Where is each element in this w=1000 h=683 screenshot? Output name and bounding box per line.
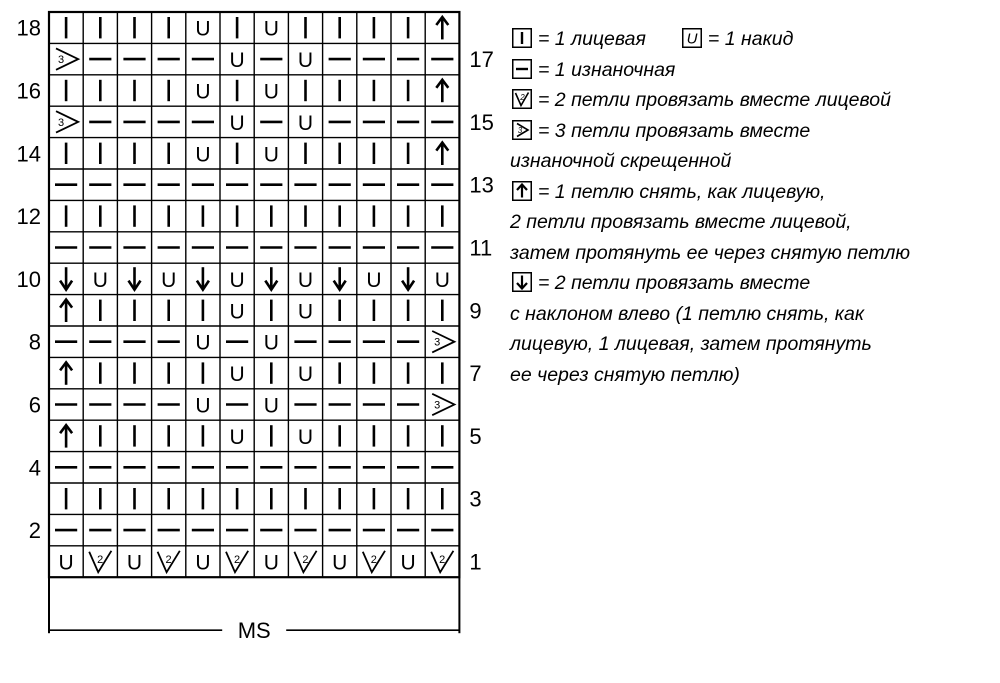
stitch-yo — [195, 552, 210, 575]
stitch-p3tbl — [56, 48, 78, 69]
stitch-yo — [59, 552, 74, 575]
legend-ssk-text-1: = 2 петли провязать вместе — [538, 272, 811, 294]
row-number: 1 — [469, 549, 482, 575]
yarn-over-glyph: U — [297, 363, 314, 387]
stitch-yo — [298, 426, 313, 449]
yarn-over-glyph: U — [92, 268, 108, 292]
yarn-over-glyph: U — [297, 49, 314, 73]
legend-sk2p-text-3: затем протянуть ее через снятую петлю — [510, 241, 910, 264]
row-number: 8 — [28, 329, 41, 355]
stitch-ssk — [129, 267, 141, 289]
stitch-yo — [230, 49, 245, 72]
repeat-label: MS — [237, 618, 271, 644]
yarn-over-glyph: U — [195, 551, 211, 575]
legend-p3tbl-text-2: изнаночной скрещенной — [510, 150, 732, 172]
legend-p3tbl — [510, 116, 990, 147]
row-number: 4 — [28, 455, 41, 481]
stitch-yo — [298, 363, 313, 386]
p3tog-number: 3 — [57, 116, 65, 129]
row-number: 18 — [16, 15, 41, 41]
stitch-skp — [60, 362, 72, 384]
purl-symbol-icon — [512, 59, 532, 79]
p3tog-number: 3 — [57, 54, 65, 67]
knit-symbol-icon — [512, 28, 532, 48]
stitch-yo — [230, 300, 245, 323]
stitch-yo — [161, 269, 176, 292]
yarn-over-glyph: U — [263, 394, 279, 418]
yarn-over-glyph: U — [263, 80, 279, 104]
stitch-yo — [366, 269, 381, 292]
stitch-k2tog — [363, 551, 385, 572]
stitch-yo — [435, 269, 450, 292]
row-number: 5 — [469, 423, 482, 449]
stitch-skp — [60, 425, 72, 447]
legend-ssk-cont-1 — [510, 299, 990, 330]
stitch-yo — [298, 112, 313, 135]
legend-purl-text: = 1 изнаночная — [538, 58, 676, 81]
yarn-over-glyph: U — [263, 143, 279, 167]
p3tog-tbl-symbol-icon — [512, 120, 532, 140]
legend-ssk — [510, 268, 990, 299]
stitch-yo — [195, 81, 210, 104]
yarn-over-glyph: U — [434, 268, 450, 292]
row-number: 16 — [16, 78, 41, 104]
yarn-over-glyph: U — [229, 300, 245, 324]
stitch-yo — [298, 49, 313, 72]
legend-ssk-cont-3 — [510, 360, 990, 391]
row-number: 13 — [469, 172, 494, 198]
stitch-yo — [264, 143, 279, 166]
yarn-over-glyph: U — [297, 425, 314, 449]
legend-p3tbl-text-1: = 3 петли провязать вместе — [538, 119, 811, 142]
yarn-over-glyph: U — [126, 551, 143, 575]
stitch-k2tog — [89, 551, 111, 572]
stitch-k2tog — [226, 551, 248, 572]
stitch-yo — [230, 112, 245, 135]
row-number: 14 — [16, 141, 41, 167]
yarn-over-glyph: U — [161, 268, 177, 292]
stitch-skp — [436, 143, 448, 165]
yarn-over-glyph: U — [263, 551, 279, 575]
yarn-over-glyph: U — [229, 363, 245, 387]
yarn-over-glyph: U — [297, 268, 314, 292]
stitch-k2tog — [431, 551, 453, 572]
row-number: 9 — [469, 298, 482, 324]
stitch-yo — [230, 269, 245, 292]
yarn-over-glyph: U — [195, 143, 211, 167]
stitch-yo — [230, 363, 245, 386]
row-number: 12 — [16, 204, 41, 230]
yarn-over-glyph: U — [366, 268, 382, 292]
row-number: 11 — [469, 235, 493, 261]
stitch-ssk — [60, 267, 72, 289]
legend — [510, 24, 990, 390]
stitch-yo — [195, 395, 210, 418]
k2tog-number: 2 — [302, 553, 309, 566]
stitch-yo — [195, 18, 210, 41]
stitch-yo — [298, 269, 313, 292]
stitch-ssk — [197, 267, 209, 289]
row-number: 17 — [469, 47, 494, 73]
legend-purl — [510, 55, 990, 86]
stitch-yo — [195, 332, 210, 355]
k2tog-symbol-icon — [512, 89, 532, 109]
legend-sk2p-cont-1 — [510, 207, 990, 238]
stitch-ssk — [334, 267, 346, 289]
legend-sk2p — [510, 177, 990, 208]
stitch-p3tbr — [432, 331, 454, 352]
yarn-over-glyph: U — [263, 17, 279, 41]
row-number: 6 — [28, 392, 41, 418]
legend-ssk-text-4: ее через снятую петлю) — [510, 363, 740, 386]
stitch-ssk — [265, 267, 277, 289]
yarn-over-glyph: U — [58, 551, 74, 575]
stitch-yo — [264, 332, 279, 355]
yarn-over-glyph: U — [400, 551, 416, 575]
stitch-skp — [436, 80, 448, 102]
legend-p3tbl-cont — [510, 146, 990, 177]
yarn-over-glyph: U — [229, 268, 245, 292]
k2tog-number: 2 — [165, 553, 172, 566]
yarn-over-glyph: U — [229, 425, 245, 449]
yarn-over-glyph: U — [229, 49, 245, 73]
stitch-p3tbr — [432, 394, 454, 415]
stitch-yo — [264, 18, 279, 41]
legend-knit-yo — [510, 24, 990, 55]
sk2p-symbol-icon — [512, 181, 532, 201]
stitch-yo — [264, 395, 279, 418]
row-number: 3 — [469, 486, 482, 512]
k2tog-number: 2 — [439, 553, 446, 566]
row-number: 15 — [469, 109, 494, 135]
row-number: 2 — [28, 518, 41, 544]
legend-sk2p-cont-2 — [510, 238, 990, 269]
stitch-k2tog — [158, 551, 180, 572]
row-number: 10 — [16, 266, 41, 292]
svg-text:U: U — [686, 30, 698, 48]
yarn-over-glyph: U — [297, 111, 314, 135]
svg-text:3: 3 — [517, 125, 523, 135]
ssk-symbol-icon — [512, 272, 532, 292]
k2tog-number: 2 — [233, 553, 241, 566]
legend-k2tog — [510, 85, 990, 116]
yarn-over-glyph: U — [229, 111, 245, 135]
stitch-yo — [195, 143, 210, 166]
stitch-yo — [93, 269, 108, 292]
yarn-over-glyph: U — [263, 331, 279, 355]
yarn-over-glyph: U — [297, 300, 314, 324]
legend-ssk-text-2: с наклоном влево (1 петлю снять, как — [510, 302, 865, 325]
yarn-over-glyph: U — [195, 17, 211, 41]
yarn-over-glyph: U — [195, 331, 211, 355]
yarn-over-glyph: U — [195, 80, 211, 104]
stitch-skp — [60, 300, 72, 322]
stitch-ssk — [402, 267, 414, 289]
legend-sk2p-text-2: 2 петли провязать вместе лицевой, — [510, 211, 852, 233]
stitch-yo — [264, 552, 279, 575]
legend-yarn-over-text: = 1 накид — [707, 28, 794, 50]
p3tog-number: 3 — [434, 336, 441, 349]
k2tog-number: 2 — [370, 553, 377, 566]
stitch-yo — [127, 552, 142, 575]
stitch-yo — [401, 552, 416, 575]
legend-k2tog-text: = 2 петли провязать вместе лицевой — [538, 89, 891, 111]
stitch-yo — [264, 81, 279, 104]
legend-sk2p-text-1: = 1 петлю снять, как лицевую, — [538, 180, 826, 203]
legend-knit-text: = 1 лицевая — [538, 28, 646, 50]
legend-ssk-cont-2 — [510, 329, 990, 360]
stitch-yo — [230, 426, 245, 449]
yarn-over-symbol-icon — [682, 28, 702, 48]
legend-ssk-text-3: лицевую, 1 лицевая, затем протянуть — [510, 333, 872, 355]
yarn-over-glyph: U — [195, 394, 211, 418]
stitch-yo — [332, 552, 347, 575]
stitch-skp — [436, 17, 448, 39]
yarn-over-glyph: U — [332, 551, 348, 575]
svg-text:2: 2 — [520, 93, 525, 102]
stitch-p3tbl — [56, 111, 78, 132]
k2tog-number: 2 — [97, 553, 104, 566]
stitch-k2tog — [294, 551, 316, 572]
p3tog-number: 3 — [434, 399, 441, 412]
row-number: 7 — [469, 361, 482, 387]
stitch-yo — [298, 300, 313, 323]
